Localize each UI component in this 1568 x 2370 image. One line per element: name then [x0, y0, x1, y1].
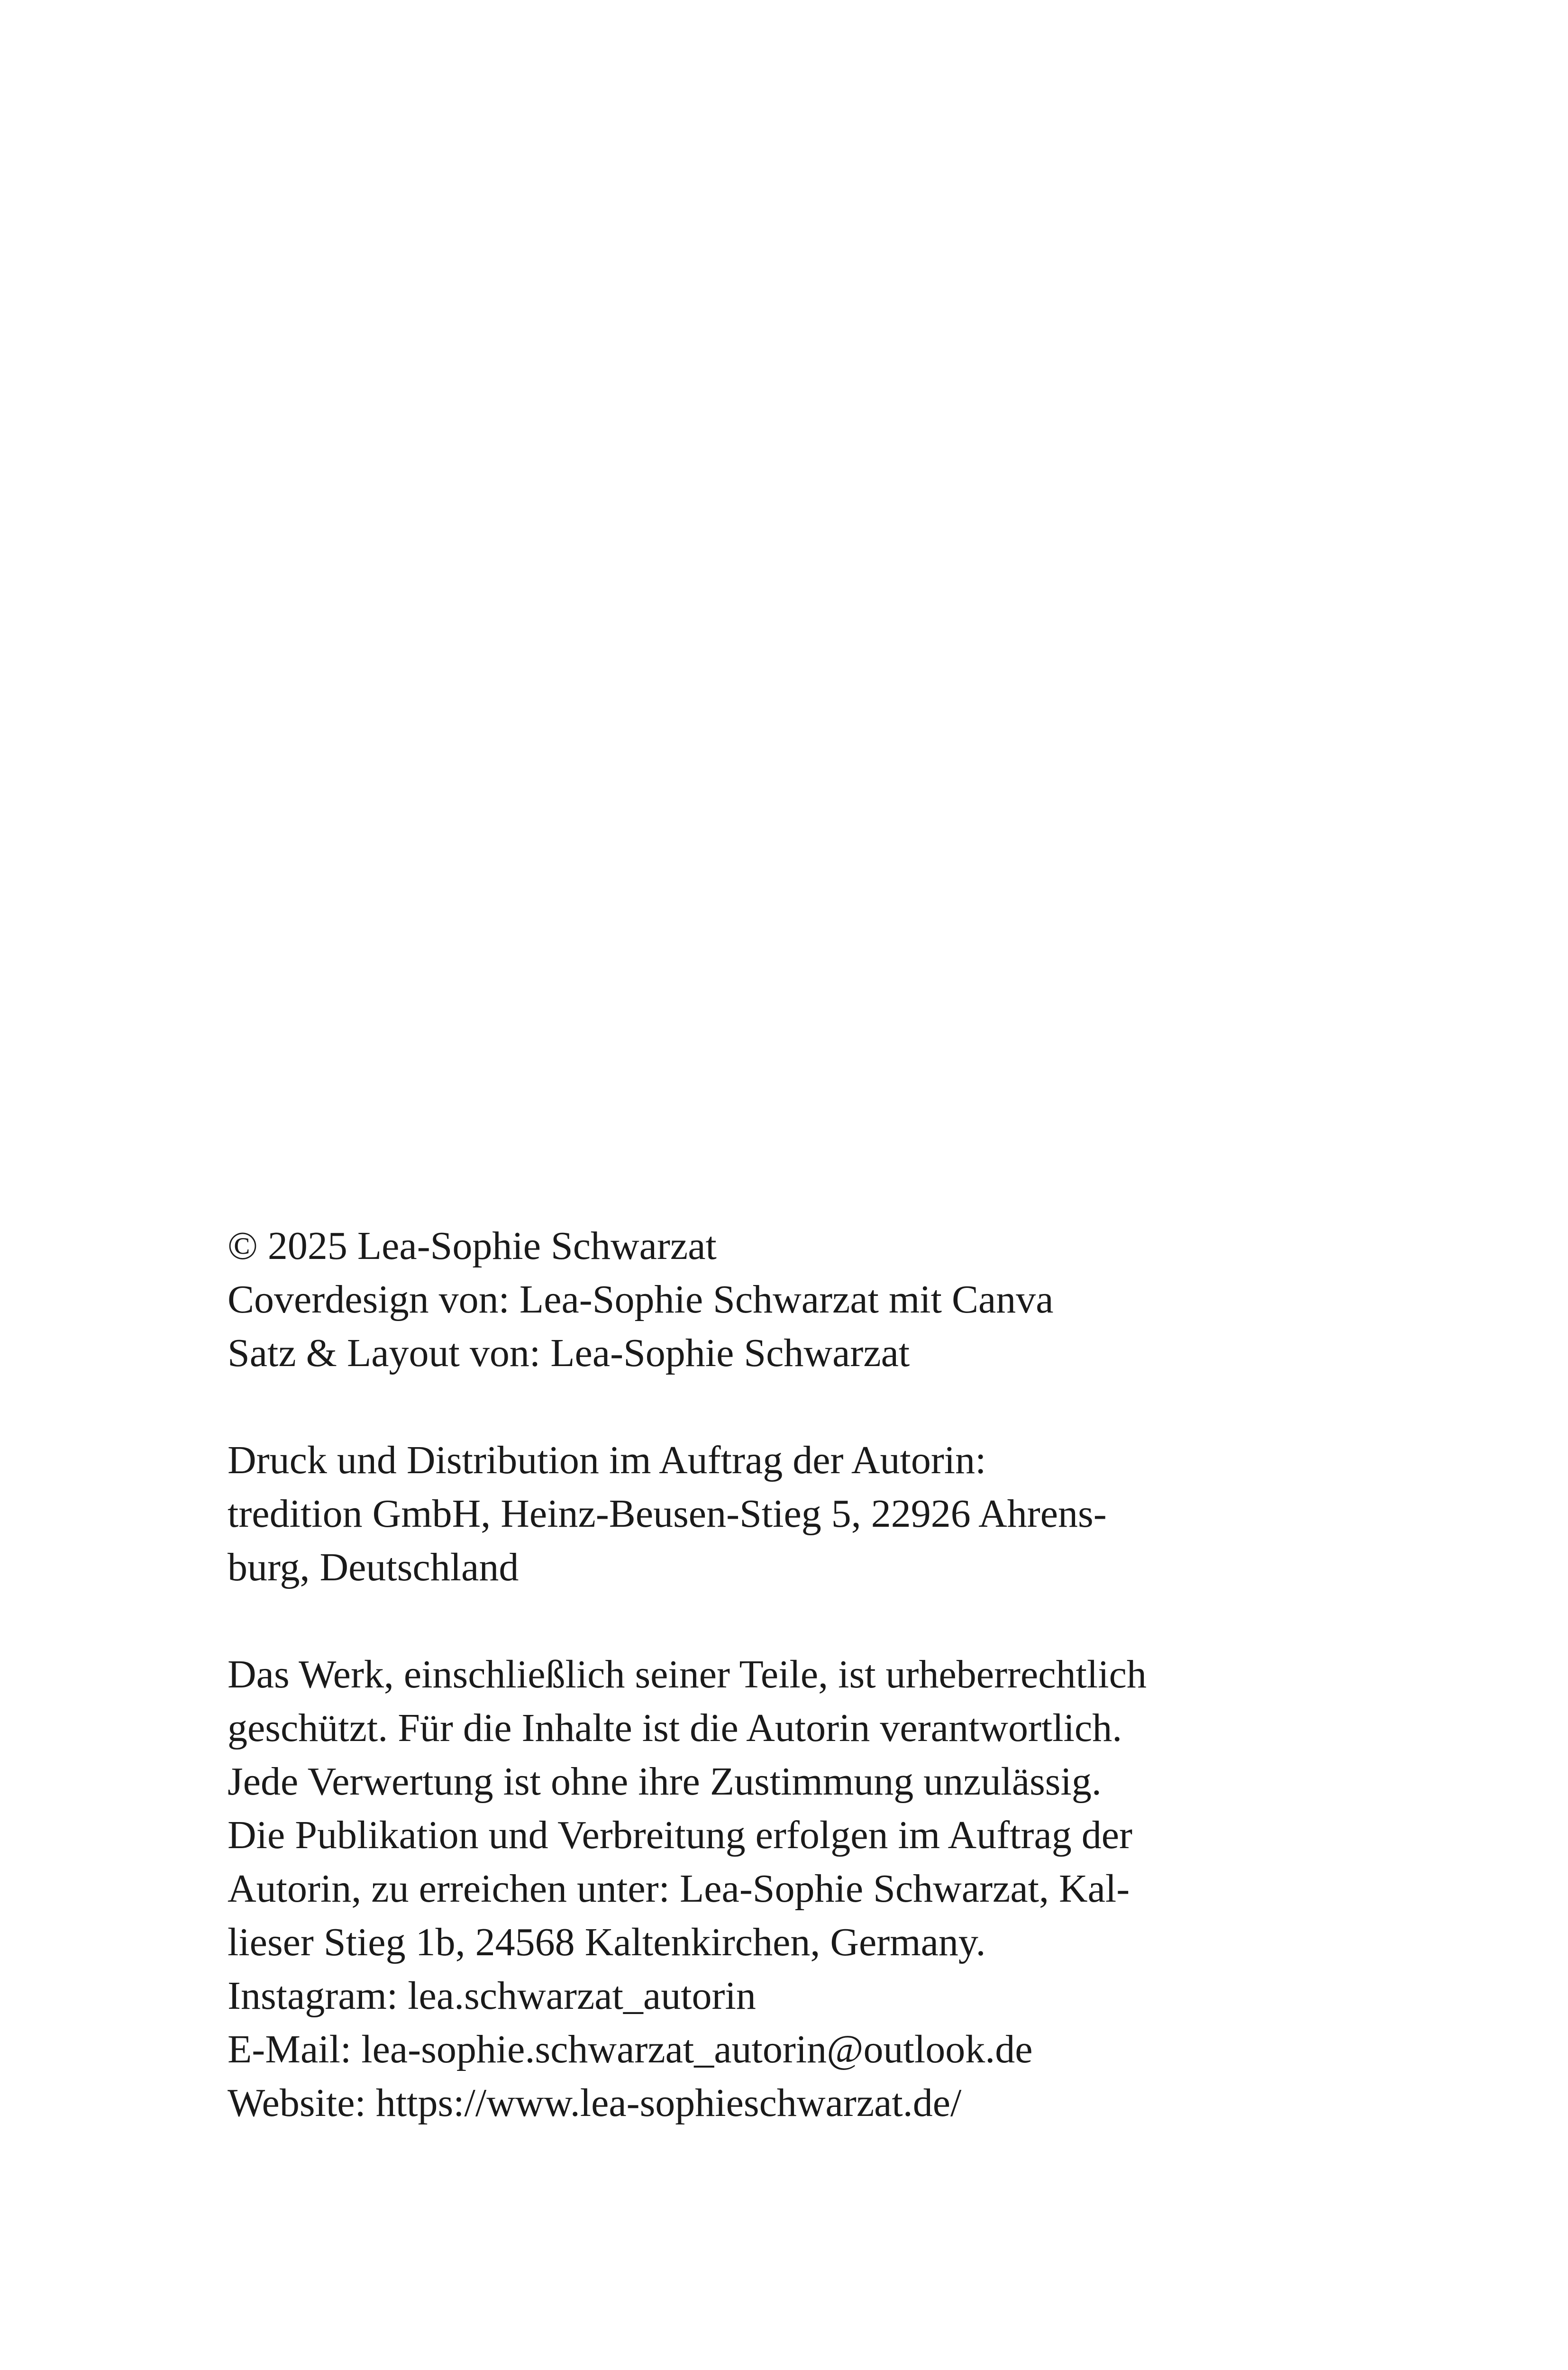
- distribution-block: [228, 1433, 1337, 1594]
- legal-line: Das Werk, einschließlich seiner Teile, ist urheberrechtlich: [228, 1652, 1147, 1696]
- legal-line: geschützt. Für die Inhalte ist die Autorin verantwortlich.: [228, 1706, 1122, 1750]
- email-address: E-Mail: lea-sophie.schwarzat_autorin@outlook.de: [228, 2027, 1033, 2071]
- distribution-heading: Druck und Distribution im Auftrag der Autorin:: [228, 1438, 986, 1482]
- publisher-address-line-1: tredition GmbH, Heinz-Beusen-Stieg 5, 22926 Ahrens-: [228, 1492, 1107, 1536]
- website-url: Website: https://www.lea-sophieschwarzat.de/: [228, 2081, 962, 2125]
- legal-line: Die Publikation und Verbreitung erfolgen im Auftrag der: [228, 1813, 1133, 1857]
- layout-credit: Satz & Layout von: Lea-Sophie Schwarzat: [228, 1331, 910, 1375]
- credits-block: [228, 1219, 1337, 1380]
- legal-block: [228, 1648, 1337, 2130]
- imprint-page: [228, 1219, 1337, 2183]
- author-contact-line: Autorin, zu erreichen unter: Lea-Sophie Schwarzat, Kal-: [228, 1867, 1130, 1911]
- publisher-address-line-2: burg, Deutschland: [228, 1545, 519, 1589]
- copyright-line: © 2025 Lea-Sophie Schwarzat: [228, 1224, 717, 1268]
- cover-design-credit: Coverdesign von: Lea-Sophie Schwarzat mit Canva: [228, 1277, 1054, 1322]
- instagram-handle: Instagram: lea.schwarzat_autorin: [228, 1974, 756, 2018]
- legal-line: Jede Verwertung ist ohne ihre Zustimmung unzulässig.: [228, 1759, 1102, 1804]
- author-address-line: lieser Stieg 1b, 24568 Kaltenkirchen, Germany.: [228, 1920, 986, 1964]
